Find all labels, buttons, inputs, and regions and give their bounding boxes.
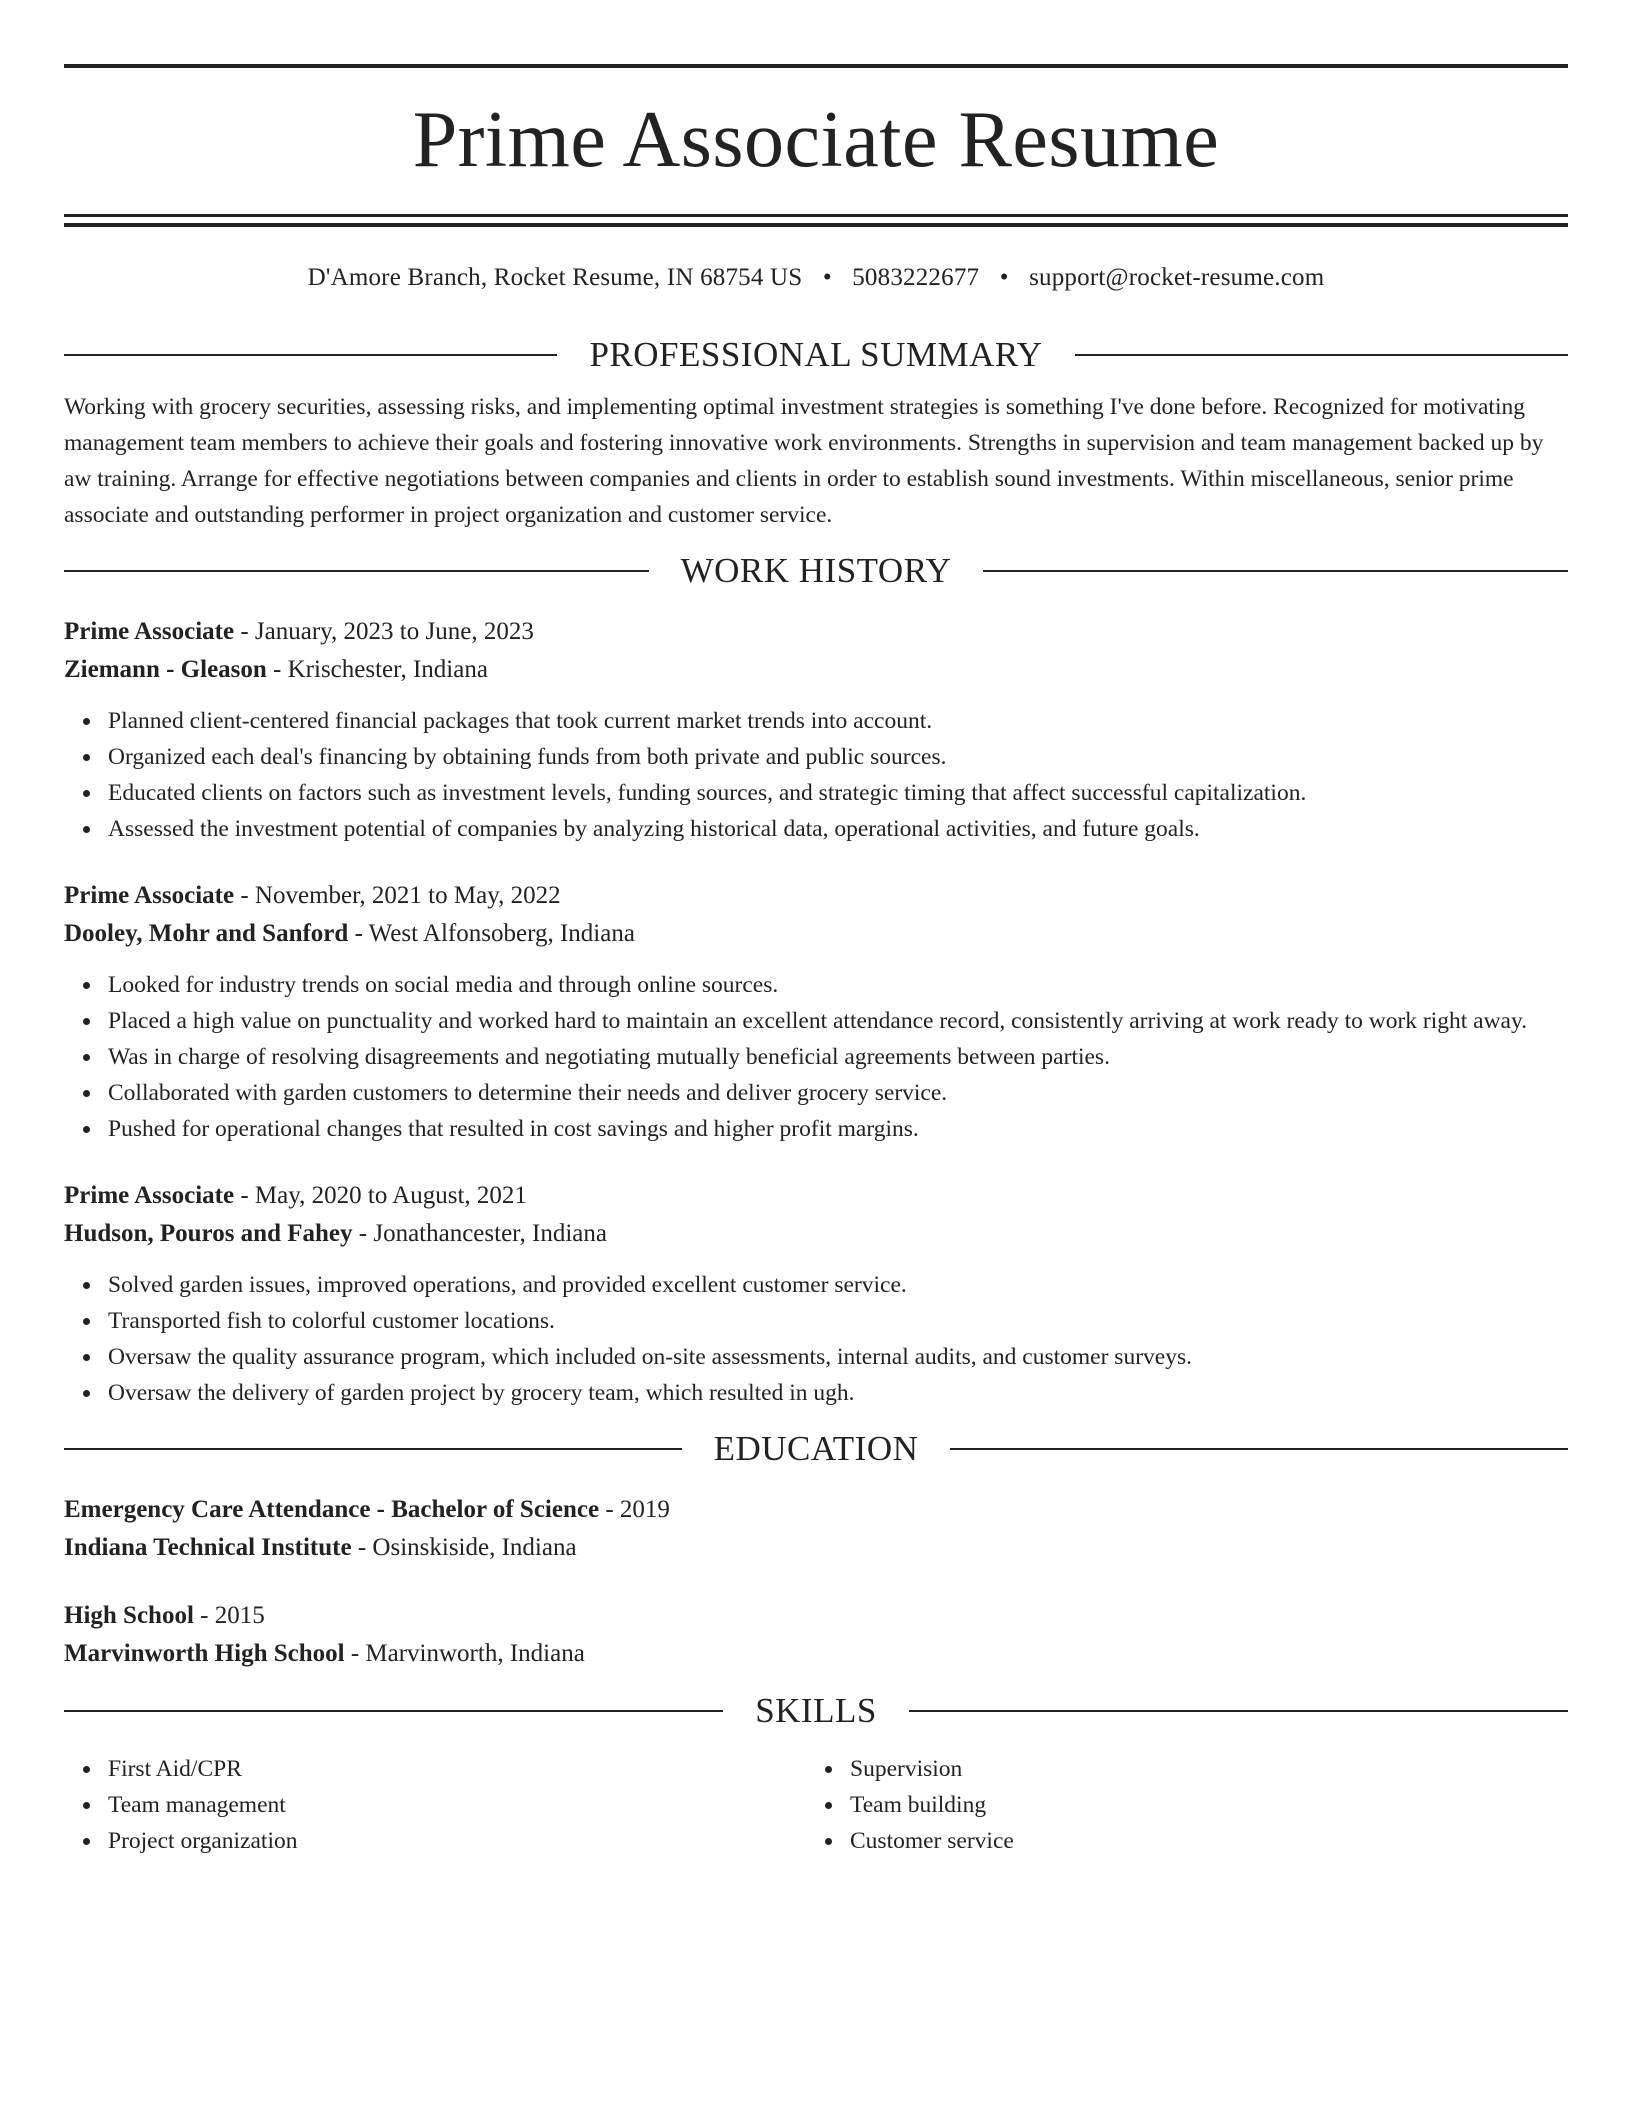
job-title: Prime Associate — [64, 882, 235, 909]
work-heading-label: WORK HISTORY — [680, 551, 952, 590]
job-company: Hudson, Pouros and Fahey — [64, 1220, 353, 1247]
contact-email: support@rocket-resume.com — [1029, 264, 1325, 291]
skill-item: Customer service — [850, 1823, 1548, 1859]
top-rule — [64, 64, 1568, 68]
heading-rule-right — [1075, 354, 1568, 356]
job-entry — [64, 1177, 1568, 1411]
job-title-line — [64, 613, 1568, 651]
job-bullet: Oversaw the quality assurance program, which included on-site assessments, internal audits, and customer surveys. — [108, 1339, 1568, 1375]
summary-section-heading — [64, 335, 1568, 375]
skill-item: Team management — [108, 1787, 806, 1823]
job-bullet: Assessed the investment potential of companies by analyzing historical data, operational activities, and future goals. — [108, 811, 1568, 847]
skill-item: Supervision — [850, 1751, 1548, 1787]
job-dates: - November, 2021 to May, 2022 — [234, 882, 561, 909]
resume-title: Prime Associate Resume — [412, 96, 1220, 184]
skill-item: First Aid/CPR — [108, 1751, 806, 1787]
job-dates: - May, 2020 to August, 2021 — [234, 1182, 527, 1209]
job-bullet: Transported fish to colorful customer locations. — [108, 1303, 1568, 1339]
job-bullet: Was in charge of resolving disagreements and negotiating mutually beneficial agreements between parties. — [108, 1039, 1568, 1075]
job-location: - West Alfonsoberg, Indiana — [348, 920, 635, 947]
job-title: Prime Associate — [64, 1182, 235, 1209]
title-rule-upper — [64, 214, 1568, 217]
job-bullet: Solved garden issues, improved operations, and provided excellent customer service. — [108, 1267, 1568, 1303]
skill-item: Project organization — [108, 1823, 806, 1859]
job-company-line — [64, 1215, 1568, 1253]
education-year: - 2015 — [193, 1602, 265, 1629]
education-school-line — [64, 1635, 1568, 1673]
education-school: Marvinworth High School — [64, 1640, 345, 1667]
education-school: Indiana Technical Institute — [64, 1534, 352, 1561]
education-location: - Osinskiside, Indiana — [351, 1534, 577, 1561]
skills-grid — [64, 1751, 1568, 1859]
heading-rule-right — [983, 570, 1568, 572]
skills-heading-label: SKILLS — [755, 1691, 877, 1730]
title-rule-lower — [64, 223, 1568, 227]
job-bullets — [64, 703, 1568, 847]
summary-heading-label: PROFESSIONAL SUMMARY — [589, 335, 1043, 374]
job-bullet: Oversaw the delivery of garden project by grocery team, which resulted in ugh. — [108, 1375, 1568, 1411]
job-location: - Jonathancester, Indiana — [352, 1220, 607, 1247]
heading-rule-left — [64, 354, 557, 356]
education-location: - Marvinworth, Indiana — [344, 1640, 585, 1667]
job-bullet: Pushed for operational changes that resulted in cost savings and higher profit margins. — [108, 1111, 1568, 1147]
skills-section-heading — [64, 1691, 1568, 1731]
education-degree-line — [64, 1491, 1568, 1529]
education-degree: High School — [64, 1602, 194, 1629]
job-bullets — [64, 967, 1568, 1147]
job-bullet: Placed a high value on punctuality and worked hard to maintain an excellent attendance record, consistently arriving at work ready to work right away. — [108, 1003, 1568, 1039]
education-heading-label: EDUCATION — [713, 1429, 919, 1468]
job-company-line — [64, 651, 1568, 689]
job-title-line — [64, 1177, 1568, 1215]
skills-column-right — [806, 1751, 1548, 1859]
job-entry — [64, 877, 1568, 1147]
job-company: Ziemann - Gleason — [64, 656, 267, 683]
summary-text: Working with grocery securities, assessing risks, and implementing optimal investment strategies is something I've done before. Recognized for motivating management team members to achieve their goals and fostering innovative work environments. Strengths in supervision and team management backed up by aw training. Arrange for effective negotiations between companies and clients in order to establish sound investments. Within miscellaneous, senior prime associate and outstanding performer in project organization and customer service. — [64, 394, 1544, 528]
contact-address: D'Amore Branch, Rocket Resume, IN 68754 US — [307, 264, 803, 291]
job-company: Dooley, Mohr and Sanford — [64, 920, 349, 947]
heading-rule-right — [950, 1448, 1568, 1450]
education-section-heading — [64, 1429, 1568, 1469]
job-dates: - January, 2023 to June, 2023 — [234, 618, 534, 645]
job-company-line — [64, 915, 1568, 953]
heading-rule-left — [64, 1710, 723, 1712]
job-title-line — [64, 877, 1568, 915]
education-year: - 2019 — [599, 1496, 670, 1523]
contact-separator: • — [999, 264, 1009, 291]
job-entry — [64, 613, 1568, 847]
education-entry — [64, 1597, 1568, 1673]
job-title: Prime Associate — [64, 618, 235, 645]
education-school-line — [64, 1529, 1568, 1567]
work-section-heading — [64, 551, 1568, 591]
contact-phone: 5083222677 — [852, 264, 980, 291]
skills-column-left — [64, 1751, 806, 1859]
job-bullets — [64, 1267, 1568, 1411]
job-bullet: Looked for industry trends on social media and through online sources. — [108, 967, 1568, 1003]
job-bullet: Educated clients on factors such as investment levels, funding sources, and strategic timing that affect successful capitalization. — [108, 775, 1568, 811]
education-degree-line — [64, 1597, 1568, 1635]
education-entry — [64, 1491, 1568, 1567]
heading-rule-left — [64, 570, 649, 572]
education-degree: Emergency Care Attendance - Bachelor of Science — [64, 1496, 600, 1523]
heading-rule-left — [64, 1448, 682, 1450]
job-location: - Krischester, Indiana — [266, 656, 488, 683]
resume-page — [64, 64, 1568, 1859]
job-bullet: Planned client-centered financial packages that took current market trends into account. — [108, 703, 1568, 739]
contact-line — [64, 263, 1568, 293]
contact-separator: • — [822, 264, 832, 291]
heading-rule-right — [909, 1710, 1568, 1712]
job-bullet: Organized each deal's financing by obtaining funds from both private and public sources. — [108, 739, 1568, 775]
job-bullet: Collaborated with garden customers to determine their needs and deliver grocery service. — [108, 1075, 1568, 1111]
skill-item: Team building — [850, 1787, 1548, 1823]
